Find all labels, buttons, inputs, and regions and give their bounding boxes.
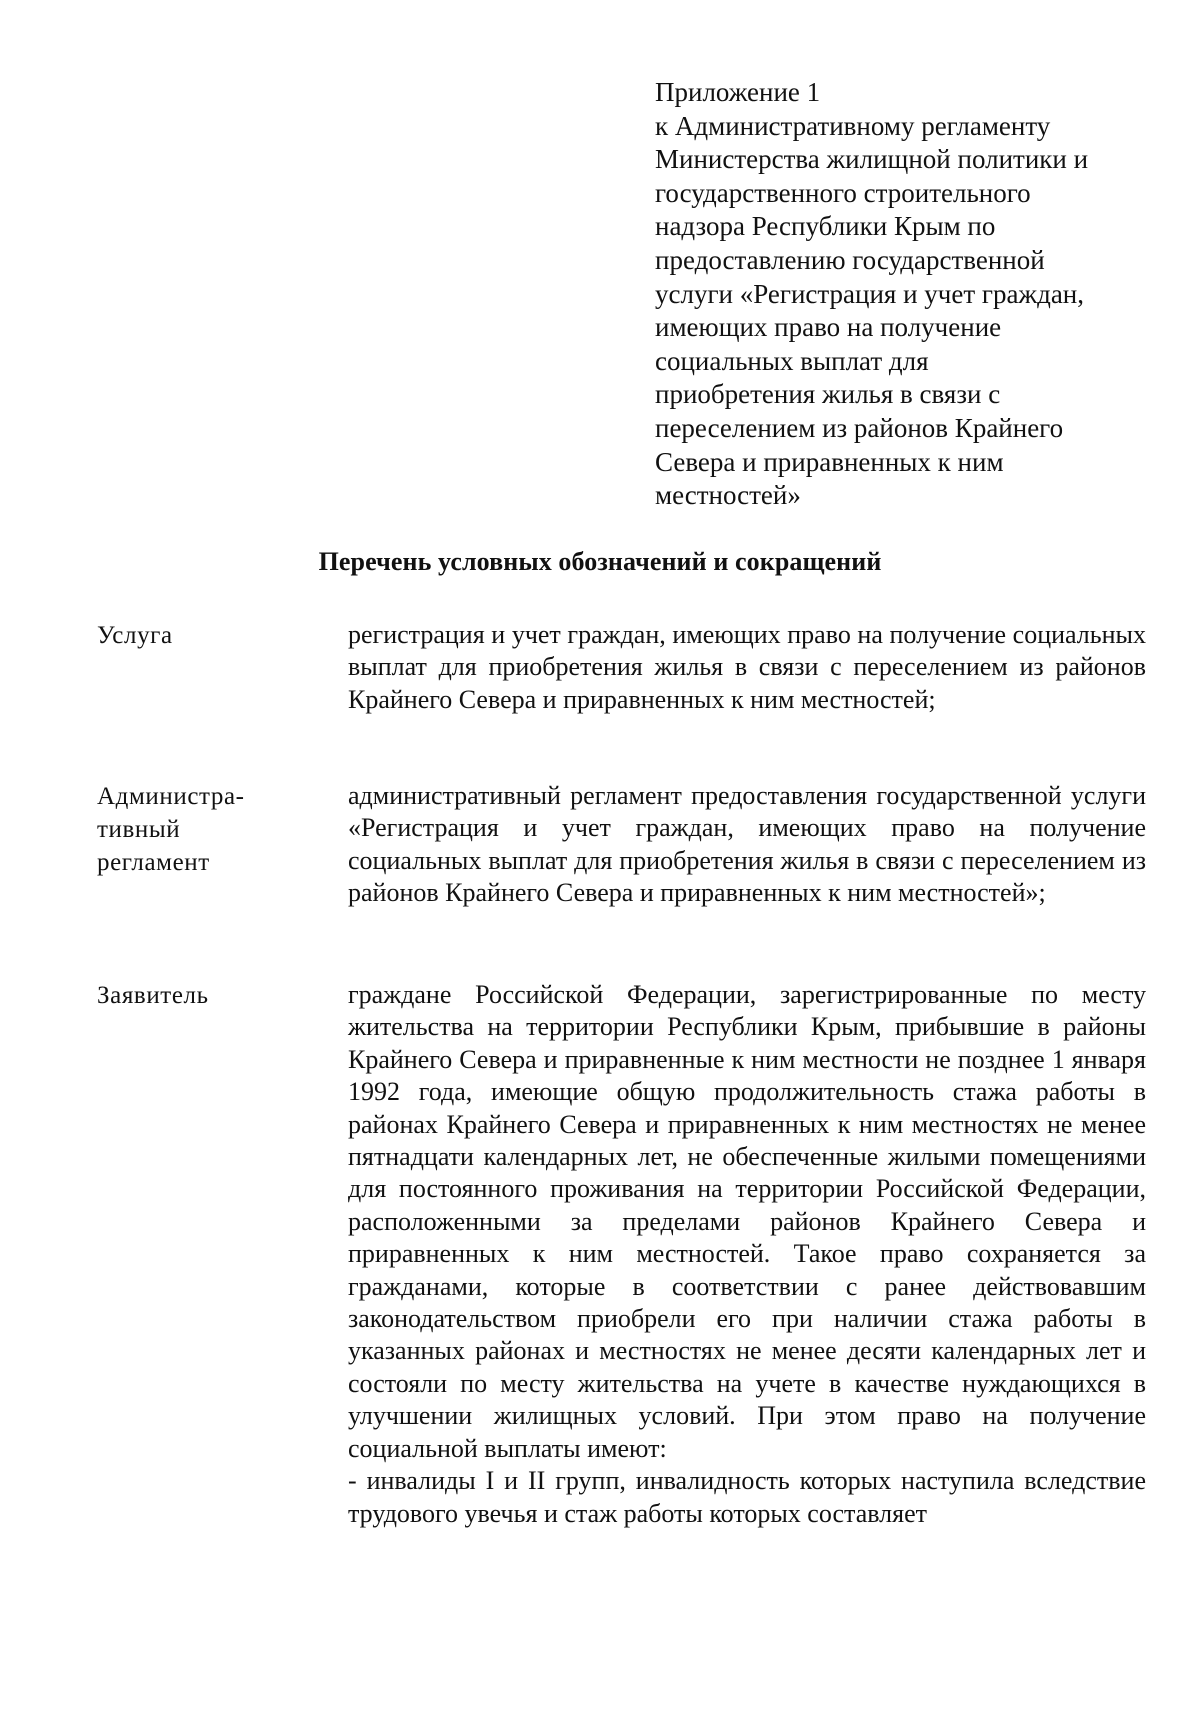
annex-line: надзора Республики Крым по <box>655 211 996 242</box>
definition-paragraph: административный регламент предоставления государственной услуги «Регистрация и учет граждан, имеющих право на получение социальных выплат для приобретения жилья в связи с переселением из районов Крайнего Севера и приравненных к ним местностей»; <box>348 781 1146 908</box>
annex-line: услуги «Регистрация и учет граждан, <box>655 278 1085 309</box>
annex-line: государственного строительного <box>655 177 1031 208</box>
annex-line: приобретения жилья в связи с <box>655 379 1001 410</box>
annex-line: Министерства жилищной политики и <box>655 144 1089 175</box>
annex-line: Приложение 1 <box>655 77 821 107</box>
definition-term <box>97 619 317 652</box>
annex-line: Севера и приравненных к ним <box>655 446 1004 477</box>
definition-term <box>97 780 317 879</box>
annex-line: предоставлению государственной <box>655 244 1045 275</box>
document-title: Перечень условных обозначений и сокращений <box>318 547 882 576</box>
definition-term <box>97 979 317 1012</box>
term-line: Услуга <box>97 622 173 649</box>
definition-text <box>348 619 1146 716</box>
term-line: Администра- <box>97 783 245 810</box>
definition-text <box>348 979 1146 1530</box>
term-line: тивный <box>97 816 181 843</box>
annex-line: к Административному регламенту <box>655 110 1051 141</box>
annex-line: социальных выплат для <box>655 345 929 376</box>
annex-line: переселением из районов Крайнего <box>655 412 1064 443</box>
annex-line: местностей» <box>655 480 801 511</box>
definition-text <box>348 780 1146 910</box>
annex-header <box>655 76 1125 513</box>
definition-paragraph: - инвалиды I и II групп, инвалидность которых наступила вследствие трудового увечья и стаж работы которых составляет <box>348 1466 1146 1528</box>
annex-line: имеющих право на получение <box>655 312 1002 343</box>
definition-paragraph: регистрация и учет граждан, имеющих право на получение социальных выплат для приобретения жилья в связи с переселением из районов Крайнего Севера и приравненных к ним местностей; <box>348 620 1146 714</box>
term-line: регламент <box>97 849 210 876</box>
definition-paragraph: граждане Российской Федерации, зарегистрированные по месту жительства на территории Республики Крым, прибывшие в районы Крайнего Севера и приравненные к ним местности не позднее 1 января 1992 года, имеющие общую продолжительность стажа работы в районах Крайнего Севера и приравненных к ним местностях не менее пятнадцати календарных лет, не обеспеченные жилыми помещениями для постоянного проживания на территории Российской Федерации, расположенными за пределами районов Крайнего Севера и приравненных к ним местностей. Такое право сохраняется за гражданами, которые в соответствии с ранее действовавшим законодательством приобрели его при наличии стажа работы в указанных районах и местностях не менее десяти календарных лет и состояли по месту жительства на учете в качестве нуждающихся в улучшении жилищных условий. При этом право на получение социальной выплаты имеют: <box>348 980 1146 1463</box>
term-line: Заявитель <box>97 982 209 1009</box>
